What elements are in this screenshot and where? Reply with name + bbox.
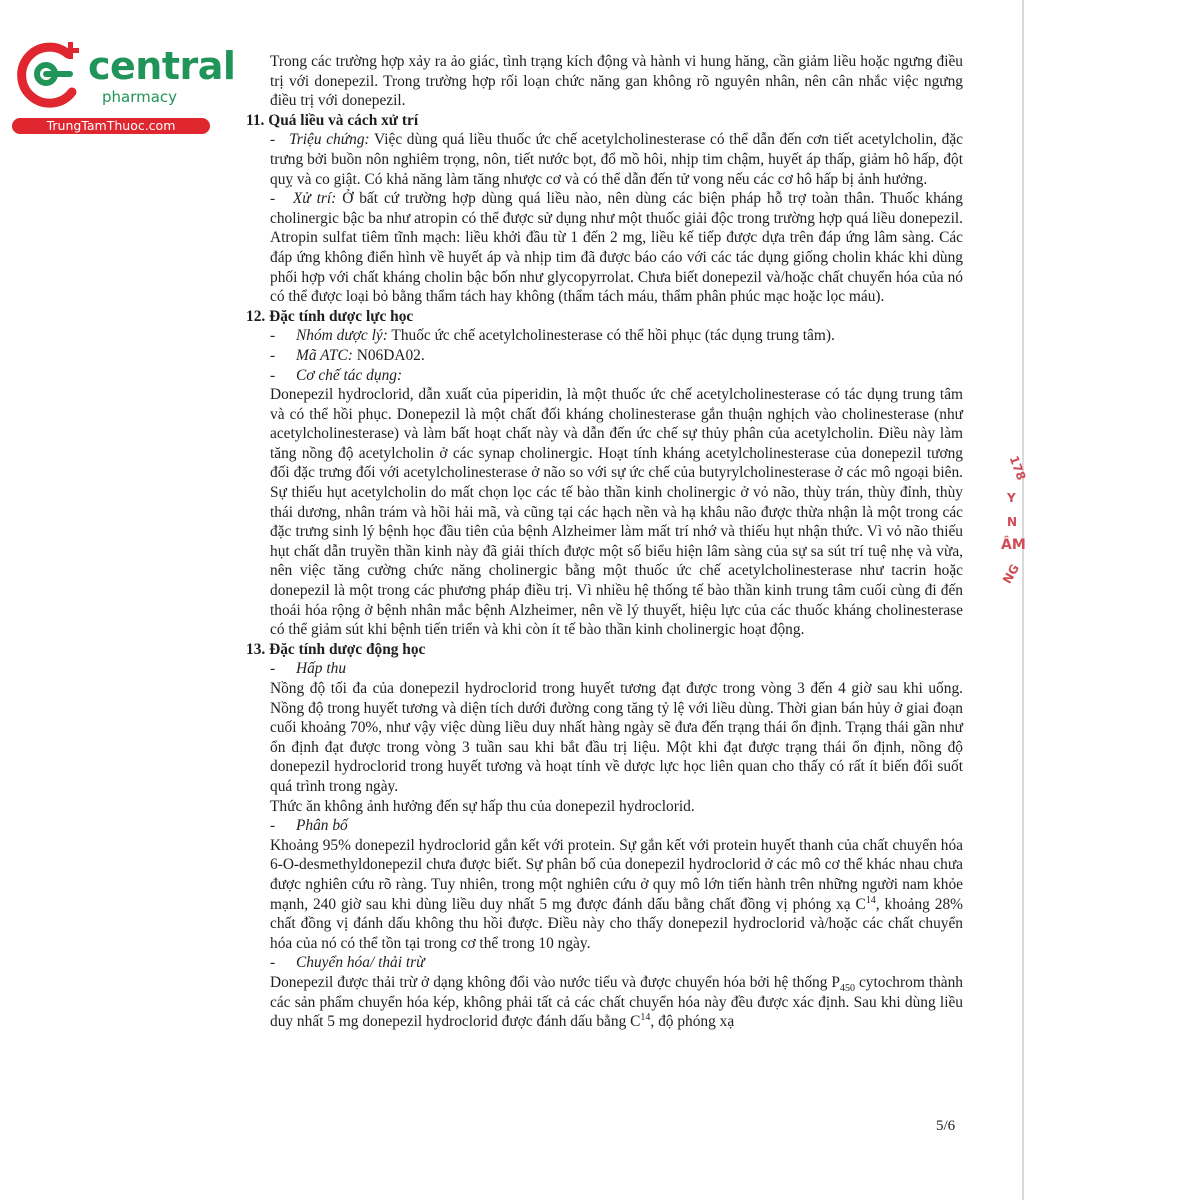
central-pharmacy-logo[interactable]: [10, 36, 236, 136]
red-stamp-fragment: [995, 455, 1031, 595]
paragraph-hallucination: Trong các trường hợp xảy ra ảo giác, tình trạng kích động và hành vi hung hăng, cần giảm liều hoặc ngưng điều trị với donepezil. Trong trường hợp rối loạn chức năng gan không rõ nguyên nhân, nên cân nhắc việc ngưng điều trị với donepezil.: [270, 53, 963, 110]
dash: -: [270, 131, 290, 149]
atc-text: N06DA02.: [352, 346, 425, 364]
absorption-label: Hấp thu: [296, 660, 347, 678]
atc-code: [262, 346, 963, 366]
page-edge: [1022, 0, 1024, 1200]
metabolism: [262, 953, 963, 973]
page-number: 5/6: [936, 1118, 956, 1134]
distribution-text-1: Khoảng 95% donepezil hydroclorid gắn kết với protein. Sự gắn kết với protein huyết thanh của chất chuyển hóa 6-O-desmethyldonepezil chưa được biết. Sự phân bố của donepezil hydroclorid ở các mô cơ thể khác nhau chưa được nghiên cứu rõ ràng. Tuy nhiên, trong một nghiên cứu ở quy mô lớn tiến hành trên những người nam khỏe mạnh, 240 giờ sau khi dùng liều duy nhất 5 mg được đánh dấu bằng chất đồng vị phóng xạ C: [270, 836, 963, 913]
metabolism-text-1: Donepezil được thải trừ ở dạng không đổi vào nước tiểu và được chuyển hóa bởi hệ thống P: [270, 973, 840, 991]
symptoms-text: Việc dùng quá liều thuốc ức chế acetylcholinesterase có thể dẫn đến cơn tiết acetylcholin, đặc trưng bởi buồn nôn nghiêm trọng, nôn, tiết nước bọt, đổ mồ hôi, nhịp tim chậm, huyết áp thấp, giảm hô hấp, đột quỵ và co giật. Có khả năng làm tăng nhược cơ và có thể dẫn đến tử vong nếu các cơ hô hấp bị ảnh hưởng.: [270, 131, 963, 188]
isotope-superscript: 14: [865, 894, 876, 906]
paragraph-mechanism: Donepezil hydroclorid, dẫn xuất của piperidin, là một thuốc ức chế acetylcholinesterase có tác dụng trung tâm và có thể hồi phục. Donepezil là một chất đối kháng cholinesterase gắn thuận nghịch vào cholinesterase (như acetylcholinesterase) và làm bất hoạt chất này và dẫn đến ức chế sự thủy phân của acetylcholin. Điều này làm tăng nồng độ acetylcholin ở các synap cholinergic. Hoạt tính kháng acetylcholinesterase của donepezil tương đối đặc trưng đối với acetylcholinesterase ở não so với sự ức chế của butyrylcholinesterase ở các mô ngoại biên. Sự thiếu hụt acetylcholin do mất chọn lọc các tế bào thần kinh cholinergic ở vỏ não, thùy trán, thùy đỉnh, thùy thái dương, nhân trám và hồi hải mã, và cũng tại các hạch nền và hạ khâu não được thừa nhận là một trong các đặc trưng sinh lý bệnh học đầu tiên của bệnh Alzheimer làm mất trí nhớ và thiếu hụt nhận thức. Vì vỏ não thiếu hụt chất dẫn truyền thần kinh này đã giải thích được một số biểu hiện lâm sàng của sự sa sút trí tuệ nhẹ và vừa, nên việc tăng cường chức năng cholinergic bằng một thuốc ức chế acetylcholinesterase như tacrin hoặc donepezil là một trong các phương pháp điều trị. Vì nhiều hệ thống tế bào thần kinh trung tâm cuối cùng đi đến thoái hóa rộng ở bệnh nhân mắc bệnh Alzheimer, nên về lý thuyết, hiệu lực của các thuốc kháng cholinesterase có thể giảm sút khi bệnh tiến triển và khi còn ít tế bào thần kinh cholinergic hoạt động.: [270, 386, 963, 639]
dash: -: [270, 327, 276, 345]
stamp-text-2: Y: [1007, 491, 1016, 505]
distribution: [262, 816, 963, 836]
stamp-text-4: ÂM: [1001, 537, 1026, 553]
stamp-text-5: NG: [999, 561, 1022, 587]
overdose-symptoms: [262, 130, 963, 189]
overdose-treatment: [262, 189, 963, 307]
document-body: [246, 52, 964, 1032]
paragraph-distribution: [262, 836, 963, 954]
symptoms-label: Triệu chứng:: [289, 131, 370, 149]
heading-overdose: 11. Quá liều và cách xử trí: [246, 111, 419, 129]
dash: -: [270, 366, 276, 384]
atc-label: Mã ATC:: [296, 346, 353, 364]
group-label: Nhóm dược lý:: [296, 327, 388, 345]
mechanism-label: Cơ chế tác dụng:: [296, 366, 403, 384]
logo-mark-icon: [10, 36, 88, 114]
dash: -: [270, 346, 276, 364]
metabolism-label: Chuyển hóa/ thải trừ: [296, 954, 425, 972]
pharmacologic-group: [262, 326, 963, 346]
stamp-text-1: 178: [1006, 453, 1029, 483]
distribution-text-2: , khoảng 28% chất đồng vị đánh dấu không thu hồi được. Điều này cho thấy donepezil hydroclorid và/hoặc các chất chuyển hóa của nó có thể tồn tại trong cơ thể trong 10 ngày.: [270, 895, 963, 952]
logo-subtitle: pharmacy: [102, 88, 178, 106]
dash: -: [270, 190, 293, 208]
metabolism-text-2: cytochrom thành các sản phẩm chuyển hóa kép, không phải tất cả các chất chuyển hóa này đều được xác định. Sau khi dùng liều duy nhất 5 mg donepezil hydroclorid được đánh dấu bằng C: [270, 973, 963, 1031]
dash: -: [270, 660, 276, 678]
treatment-label: Xử trí:: [292, 190, 337, 208]
dash: -: [270, 817, 276, 835]
paragraph-metabolism: [262, 973, 963, 1032]
dash: -: [270, 954, 276, 972]
paragraph-food: Thức ăn không ảnh hưởng đến sự hấp thu của donepezil hydroclorid.: [270, 797, 695, 815]
p450-subscript: 450: [839, 982, 855, 994]
group-text: Thuốc ức chế acetylcholinesterase có thể hồi phục (tác dụng trung tâm).: [387, 327, 835, 345]
heading-pharmacodynamics: 12. Đặc tính dược lực học: [246, 307, 414, 325]
distribution-label: Phân bố: [296, 817, 348, 835]
logo-word: central: [88, 44, 236, 88]
isotope-superscript: 14: [640, 1011, 651, 1023]
stamp-text-3: N: [1007, 515, 1018, 529]
treatment-text: Ở bất cứ trường hợp dùng quá liều nào, nên dùng các biện pháp hỗ trợ toàn thân. Thuốc kháng cholinergic bậc ba như atropin có thể được sử dụng như một thuốc giải độc trong trường hợp quá liều donepezil. Atropin sulfat tiêm tĩnh mạch: liều khởi đầu từ 1 đến 2 mg, liều kế tiếp được dựa trên đáp ứng lâm sàng. Các đáp ứng không điển hình về huyết áp và nhịp tim đã được báo cáo với các tác dụng giống cholin khác khi dùng phối hợp với chất kháng cholin bậc bốn như glycopyrrolat. Chưa biết donepezil và/hoặc chất chuyển hóa của nó có thể được loại bỏ bằng thẩm tách hay không (thẩm tách máu, thẩm phân phúc mạc hoặc lọc máu).: [270, 190, 964, 306]
mechanism: [262, 366, 963, 386]
logo-banner[interactable]: TrungTamThuoc.com: [12, 118, 210, 134]
heading-pharmacokinetics: 13. Đặc tính dược động học: [246, 640, 426, 658]
paragraph-absorption: Nồng độ tối đa của donepezil hydroclorid trong huyết tương đạt được trong vòng 3 đến 4 giờ sau khi uống. Nồng độ trong huyết tương và diện tích dưới đường cong tăng tỷ lệ với liều dùng. Thời gian bán hủy ở giai đoạn cuối khoảng 70%, như vậy việc dùng liều duy nhất hàng ngày sẽ đưa đến trạng thái ổn định. Trạng thái gần như ổn định đạt được trong vòng 3 tuần sau khi bắt đầu trị liệu. Một khi đạt được trạng thái ổn định, nồng độ donepezil hydroclorid trong huyết tương và hoạt tính về dược lực học liên quan cho thấy có rất ít biến đổi suốt quá trình trong ngày.: [270, 680, 963, 795]
absorption: [262, 659, 963, 679]
metabolism-text-3: , độ phóng xạ: [650, 1013, 735, 1031]
